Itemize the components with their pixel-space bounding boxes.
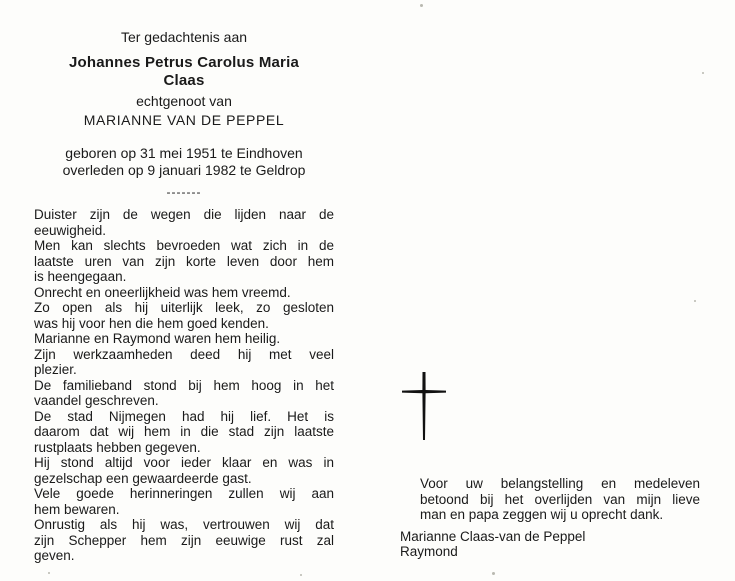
death-line: overleden op 9 januari 1982 te Geldrop	[62, 162, 306, 178]
poem-line: Duister zijn de wegen die lijden naar de	[34, 207, 334, 222]
paper-speck	[702, 72, 704, 74]
paper-speck	[48, 572, 50, 574]
poem-line: hem bewaren.	[34, 501, 120, 517]
poem-line: Zijn werkzaamheden deed hij met veel	[34, 346, 334, 362]
poem-line: zijn Schepper hem zijn eeuwige rust zal	[34, 532, 334, 548]
separator: -------	[166, 185, 202, 199]
poem-line: laatste uren van zijn korte leven door hem	[34, 253, 334, 269]
signature-name: Raymond	[400, 544, 458, 559]
poem-line: Men kan slechts bevroeden wat zich in de	[34, 238, 334, 253]
signature-name: Marianne Claas-van de Peppel	[400, 528, 586, 544]
intro-text: Ter gedachtenis aan	[120, 29, 248, 45]
poem-line: geven.	[34, 548, 75, 563]
spouse-name: MARIANNE VAN DE PEPPEL	[83, 112, 285, 128]
poem-line: De stad Nijmegen had hij lief. Het is	[34, 408, 334, 424]
cross-icon	[400, 372, 448, 442]
life-dates	[34, 145, 334, 179]
poem-line: Onrecht en oneerlijkheid was hem vreemd.	[34, 284, 291, 300]
thanks-line: Voor uw belangstelling en medeleven	[420, 476, 700, 491]
poem-line: Zo open als hij uiterlijk leek, zo gesloten	[34, 300, 334, 315]
birth-line: geboren op 31 mei 1951 te Eindhoven	[65, 145, 303, 161]
paper-speck	[420, 4, 423, 7]
poem	[34, 207, 334, 564]
spouse-label: echtgenoot van	[136, 93, 232, 109]
poem-line: was hij voor hen die hem goed kenden.	[34, 315, 269, 331]
poem-line: rustplaats hebben gegeven.	[34, 439, 201, 455]
poem-line: eeuwigheid.	[34, 222, 107, 238]
poem-line: gezelschap een gewaardeerde gast.	[34, 470, 252, 486]
deceased-name-line-2: Claas	[163, 72, 205, 89]
poem-line: daarom dat wij hem in die stad zijn laatste	[34, 424, 334, 439]
acknowledgement-panel	[400, 476, 700, 560]
thanks-line: man en papa zeggen wij u oprecht dank.	[420, 507, 664, 522]
deceased-name-line-1: Johannes Petrus Carolus Maria	[68, 54, 300, 71]
poem-line: De familieband stond bij hem hoog in het	[34, 377, 334, 393]
poem-line: Vele goede herinneringen zullen wij aan	[34, 486, 334, 501]
paper-speck	[492, 572, 495, 575]
memorial-text-panel	[34, 28, 334, 564]
paper-speck	[300, 574, 302, 576]
paper-speck	[694, 300, 696, 302]
poem-line: plezier.	[34, 362, 77, 377]
poem-line: Onrustig als hij was, vertrouwen wij dat	[34, 517, 334, 532]
thanks-text	[400, 476, 700, 523]
poem-line: Hij stond altijd voor ieder klaar en was in	[34, 455, 334, 470]
poem-line: Marianne en Raymond waren hem heilig.	[34, 331, 281, 346]
thanks-line: betoond bij het overlijden van mijn lieve	[420, 491, 700, 507]
poem-line: is heengegaan.	[34, 269, 127, 284]
signature-block	[400, 529, 700, 560]
poem-line: vaandel geschreven.	[34, 393, 159, 408]
